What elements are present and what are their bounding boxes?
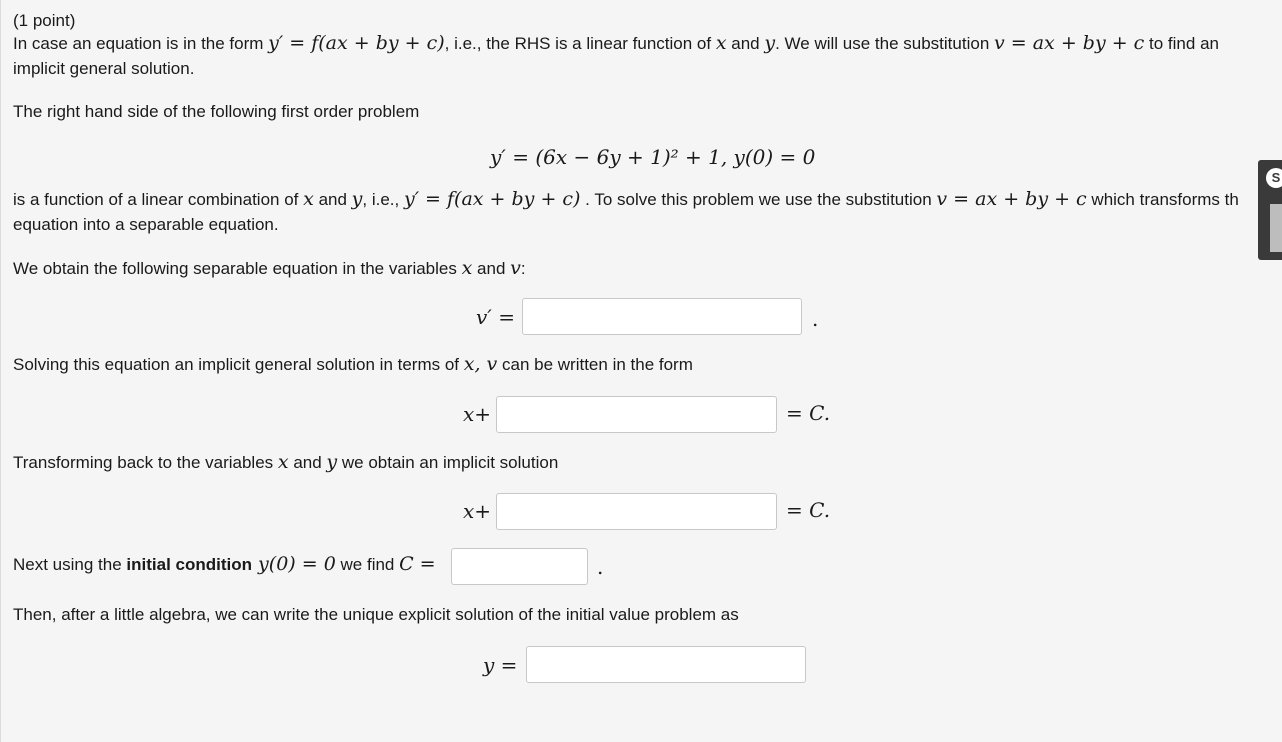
points-label: (1 point) <box>13 11 76 30</box>
vprime-period: . <box>812 307 819 331</box>
explicit-y-input[interactable] <box>526 646 806 683</box>
left-border <box>0 0 1 742</box>
constant-c-period: . <box>597 555 604 579</box>
intro-line-2: implicit general solution. <box>13 59 195 78</box>
s-logo-icon[interactable]: S <box>1266 168 1282 188</box>
separable-line: We obtain the following separable equation in the variables x and v: <box>13 257 526 279</box>
xplus-label-1: x+ <box>463 402 492 426</box>
intro-substitution-math: v = ax + by + c <box>994 32 1145 54</box>
transform-line: Transforming back to the variables x and y we obtain an implicit solution <box>13 451 559 473</box>
function-line: is a function of a linear combination of x and y, i.e., y′ = f(ax + by + c) . To solve this problem we use the substitution v = ax + by + c which transforms th <box>13 188 1239 210</box>
implicit-xv-input[interactable] <box>496 396 777 433</box>
initial-condition-line: Next using the initial condition y(0) = 0 we find C = <box>13 553 436 575</box>
implicit-line: Solving this equation an implicit general solution in terms of x, v can be written in the form <box>13 353 693 375</box>
side-widget[interactable] <box>1258 160 1282 260</box>
intro-form-math: y′ = f(ax + by + c) <box>268 32 445 54</box>
implicit-xy-input[interactable] <box>496 493 777 530</box>
function-line-2: equation into a separable equation. <box>13 215 279 234</box>
equals-c-2: = C. <box>786 498 831 522</box>
vprime-label: v′ = <box>476 305 515 329</box>
algebra-line: Then, after a little algebra, we can write the unique explicit solution of the initial value problem as <box>13 605 739 624</box>
vprime-input[interactable] <box>522 298 802 335</box>
ode-equation: y′ = (6x − 6y + 1)² + 1, y(0) = 0 <box>490 145 816 169</box>
xplus-label-2: x+ <box>463 499 492 523</box>
y-label: y = <box>483 653 518 677</box>
constant-c-input[interactable] <box>451 548 588 585</box>
intro-line: In case an equation is in the form y′ = f(ax + by + c), i.e., the RHS is a linear function of x and y. We will use the substitution v = ax + by + c to find an <box>13 32 1219 54</box>
side-widget-bar <box>1270 204 1282 252</box>
rhs-line: The right hand side of the following first order problem <box>13 102 420 121</box>
equals-c-1: = C. <box>786 401 831 425</box>
